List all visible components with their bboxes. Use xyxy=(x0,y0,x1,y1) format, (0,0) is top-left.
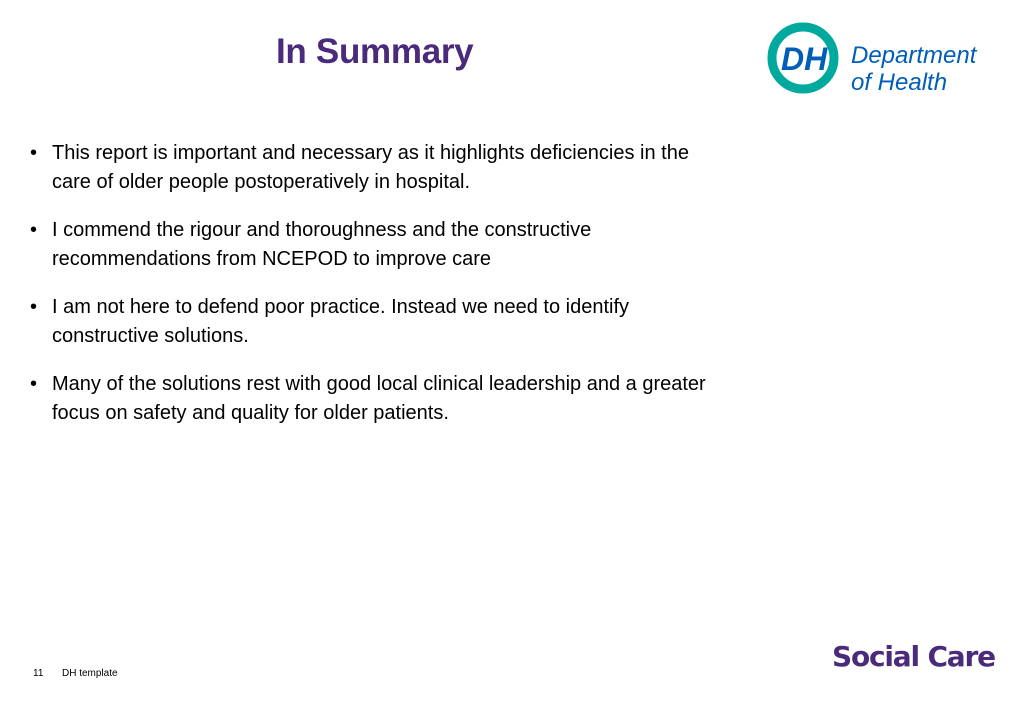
bullet-text: I commend the rigour and thoroughness and the constructive recommendations from NCEPOD to improve care xyxy=(52,219,592,270)
social-care-brand: Social Care xyxy=(832,640,995,673)
page-number: 11 xyxy=(33,668,44,679)
logo-line1: Department xyxy=(851,42,977,69)
bullet-item xyxy=(30,216,710,273)
bullet-dot: • xyxy=(30,373,38,395)
bullet-list xyxy=(30,139,710,447)
dh-logo xyxy=(766,20,996,96)
slide-title: In Summary xyxy=(276,32,474,71)
logo-line2: of Health xyxy=(851,69,948,96)
logo-initials: DH xyxy=(781,41,828,77)
bullet-text: Many of the solutions rest with good local clinical leadership and a greater focus on safety and quality for older patients. xyxy=(52,373,706,424)
bullet-item xyxy=(30,370,710,427)
bullet-dot: • xyxy=(30,296,38,318)
bullet-text: I am not here to defend poor practice. Instead we need to identify constructive solutions. xyxy=(52,296,630,347)
bullet-dot: • xyxy=(30,142,38,164)
bullet-item xyxy=(30,139,710,196)
bullet-item xyxy=(30,293,710,350)
bullet-dot: • xyxy=(30,219,38,241)
bullet-text: This report is important and necessary as it highlights deficiencies in the care of older people postoperatively in hospital. xyxy=(52,142,689,193)
footer-template-label: DH template xyxy=(62,668,118,679)
